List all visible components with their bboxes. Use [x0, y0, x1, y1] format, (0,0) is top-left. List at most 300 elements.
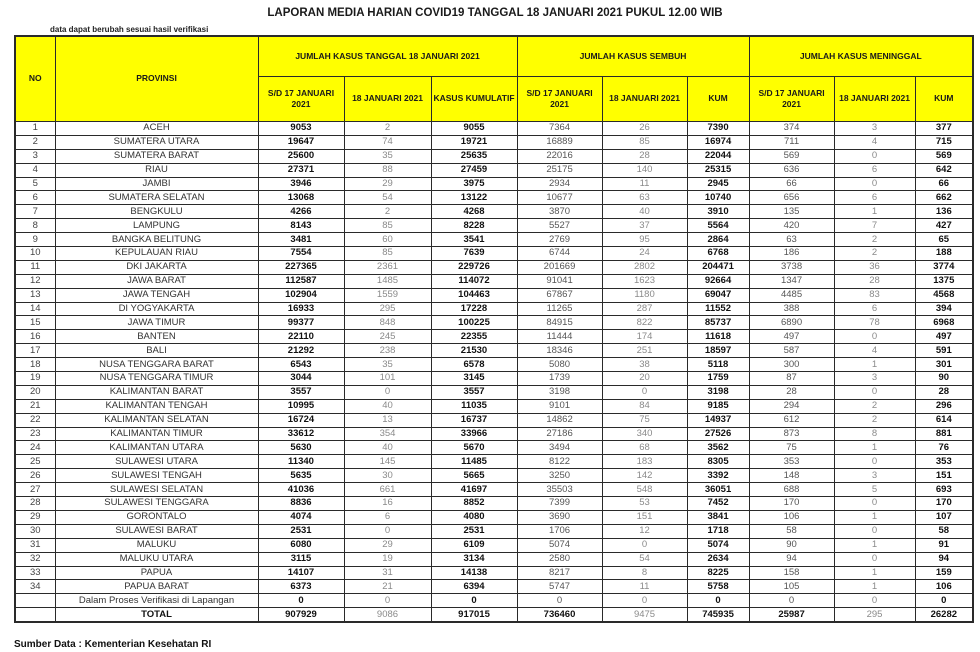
kasus-sd: 4266 — [258, 205, 344, 219]
province-name: PAPUA BARAT — [55, 580, 258, 594]
sembuh-kum: 8225 — [687, 566, 749, 580]
table-row — [15, 330, 973, 344]
meninggal-kum: 693 — [915, 483, 973, 497]
sembuh-sd: 91041 — [517, 274, 602, 288]
kasus-today: 2 — [344, 205, 431, 219]
sembuh-sd: 25175 — [517, 163, 602, 177]
sembuh-sd: 7399 — [517, 497, 602, 511]
sembuh-kum: 11618 — [687, 330, 749, 344]
kasus-today: 0 — [344, 385, 431, 399]
province-name: JAWA BARAT — [55, 274, 258, 288]
province-name: BANGKA BELITUNG — [55, 233, 258, 247]
row-number: 13 — [15, 288, 55, 302]
meninggal-kum: 76 — [915, 441, 973, 455]
sembuh-sd: 5527 — [517, 219, 602, 233]
sembuh-sd: 3870 — [517, 205, 602, 219]
kasus-today: 74 — [344, 135, 431, 149]
meninggal-today: 0 — [834, 177, 915, 191]
header-kasus-sd: S/D 17 JANUARI 2021 — [258, 77, 344, 122]
header-kasus-today: 18 JANUARI 2021 — [344, 77, 431, 122]
meninggal-kum: 6968 — [915, 316, 973, 330]
sembuh-today: 0 — [602, 594, 687, 608]
table-row — [15, 455, 973, 469]
header-sembuh-today: 18 JANUARI 2021 — [602, 77, 687, 122]
meninggal-sd: 94 — [749, 552, 834, 566]
sembuh-sd: 67867 — [517, 288, 602, 302]
meninggal-sd: 656 — [749, 191, 834, 205]
sembuh-today: 548 — [602, 483, 687, 497]
meninggal-today: 3 — [834, 469, 915, 483]
meninggal-sd: 497 — [749, 330, 834, 344]
sembuh-sd: 27186 — [517, 427, 602, 441]
province-name: NUSA TENGGARA TIMUR — [55, 372, 258, 386]
sembuh-kum: 5758 — [687, 580, 749, 594]
meninggal-kum: 106 — [915, 580, 973, 594]
sembuh-kum: 7452 — [687, 497, 749, 511]
table-row — [15, 372, 973, 386]
kasus-kum: 13122 — [431, 191, 517, 205]
meninggal-kum: 90 — [915, 372, 973, 386]
province-name: SULAWESI BARAT — [55, 524, 258, 538]
row-number: 28 — [15, 497, 55, 511]
meninggal-today: 1 — [834, 510, 915, 524]
table-row — [15, 594, 973, 608]
kasus-kum: 229726 — [431, 260, 517, 274]
meninggal-today: 0 — [834, 149, 915, 163]
meninggal-kum: 107 — [915, 510, 973, 524]
meninggal-kum: 301 — [915, 358, 973, 372]
meninggal-today: 0 — [834, 497, 915, 511]
sembuh-kum: 2945 — [687, 177, 749, 191]
row-number: 11 — [15, 260, 55, 274]
row-number: 21 — [15, 399, 55, 413]
kasus-kum: 11485 — [431, 455, 517, 469]
meninggal-kum: 427 — [915, 219, 973, 233]
kasus-sd: 10995 — [258, 399, 344, 413]
table-row — [15, 413, 973, 427]
row-number: 2 — [15, 135, 55, 149]
row-number: 5 — [15, 177, 55, 191]
province-name: RIAU — [55, 163, 258, 177]
sembuh-sd: 1739 — [517, 372, 602, 386]
table-row — [15, 358, 973, 372]
sembuh-today: 142 — [602, 469, 687, 483]
meninggal-kum: 296 — [915, 399, 973, 413]
sembuh-today: 12 — [602, 524, 687, 538]
sembuh-today: 68 — [602, 441, 687, 455]
meninggal-sd: 158 — [749, 566, 834, 580]
sembuh-sd: 6744 — [517, 247, 602, 261]
sembuh-kum: 3562 — [687, 441, 749, 455]
sembuh-sd: 1706 — [517, 524, 602, 538]
row-number: 17 — [15, 344, 55, 358]
meninggal-kum: 1375 — [915, 274, 973, 288]
sembuh-sd: 3250 — [517, 469, 602, 483]
meninggal-kum: 94 — [915, 552, 973, 566]
sembuh-kum: 10740 — [687, 191, 749, 205]
sembuh-kum: 3841 — [687, 510, 749, 524]
meninggal-kum: 3774 — [915, 260, 973, 274]
row-number: 4 — [15, 163, 55, 177]
meninggal-sd: 711 — [749, 135, 834, 149]
meninggal-kum: 662 — [915, 191, 973, 205]
meninggal-today: 1 — [834, 566, 915, 580]
table-row — [15, 441, 973, 455]
kasus-kum: 8228 — [431, 219, 517, 233]
row-number: 15 — [15, 316, 55, 330]
header-provinsi: PROVINSI — [55, 36, 258, 122]
meninggal-kum: 715 — [915, 135, 973, 149]
kasus-sd: 3557 — [258, 385, 344, 399]
row-number: 27 — [15, 483, 55, 497]
province-name: DKI JAKARTA — [55, 260, 258, 274]
row-number: 10 — [15, 247, 55, 261]
meninggal-sd: 587 — [749, 344, 834, 358]
kasus-sd: 7554 — [258, 247, 344, 261]
sembuh-kum: 14937 — [687, 413, 749, 427]
kasus-today: 40 — [344, 441, 431, 455]
kasus-sd: 8836 — [258, 497, 344, 511]
province-name: MALUKU UTARA — [55, 552, 258, 566]
sembuh-today: 38 — [602, 358, 687, 372]
meninggal-kum: 159 — [915, 566, 973, 580]
row-number: 33 — [15, 566, 55, 580]
kasus-sd: 16933 — [258, 302, 344, 316]
sembuh-sd: 201669 — [517, 260, 602, 274]
kasus-kum: 104463 — [431, 288, 517, 302]
meninggal-kum: 91 — [915, 538, 973, 552]
meninggal-kum: 188 — [915, 247, 973, 261]
kasus-today: 35 — [344, 149, 431, 163]
meninggal-sd: 106 — [749, 510, 834, 524]
province-name: KALIMANTAN TENGAH — [55, 399, 258, 413]
sembuh-kum: 3910 — [687, 205, 749, 219]
meninggal-sd: 58 — [749, 524, 834, 538]
row-number: 7 — [15, 205, 55, 219]
header-meninggal-kum: KUM — [915, 77, 973, 122]
header-meninggal-today: 18 JANUARI 2021 — [834, 77, 915, 122]
province-name: SULAWESI UTARA — [55, 455, 258, 469]
sembuh-today: 37 — [602, 219, 687, 233]
row-number: 14 — [15, 302, 55, 316]
sembuh-today: 63 — [602, 191, 687, 205]
sembuh-today: 0 — [602, 385, 687, 399]
kasus-kum: 6394 — [431, 580, 517, 594]
province-name: KALIMANTAN BARAT — [55, 385, 258, 399]
row-number: 9 — [15, 233, 55, 247]
meninggal-kum: 0 — [915, 594, 973, 608]
meninggal-sd: 6890 — [749, 316, 834, 330]
kasus-today: 54 — [344, 191, 431, 205]
kasus-sd: 33612 — [258, 427, 344, 441]
meninggal-today: 0 — [834, 385, 915, 399]
kasus-kum: 21530 — [431, 344, 517, 358]
province-name: JAWA TENGAH — [55, 288, 258, 302]
table-row — [15, 205, 973, 219]
sembuh-today: 174 — [602, 330, 687, 344]
kasus-kum: 14138 — [431, 566, 517, 580]
kasus-today: 245 — [344, 330, 431, 344]
table-row — [15, 302, 973, 316]
kasus-kum: 114072 — [431, 274, 517, 288]
sembuh-sd: 0 — [517, 594, 602, 608]
meninggal-sd: 569 — [749, 149, 834, 163]
province-name: KALIMANTAN SELATAN — [55, 413, 258, 427]
sembuh-sd: 22016 — [517, 149, 602, 163]
table-row — [15, 149, 973, 163]
sembuh-sd: 14862 — [517, 413, 602, 427]
kasus-sd: 27371 — [258, 163, 344, 177]
kasus-sd: 14107 — [258, 566, 344, 580]
meninggal-kum: 66 — [915, 177, 973, 191]
row-number: 26 — [15, 469, 55, 483]
meninggal-today: 6 — [834, 163, 915, 177]
header-group-meninggal: JUMLAH KASUS MENINGGAL — [749, 36, 973, 77]
kasus-sd: 6080 — [258, 538, 344, 552]
sembuh-today: 151 — [602, 510, 687, 524]
kasus-today: 88 — [344, 163, 431, 177]
row-number: 3 — [15, 149, 55, 163]
table-row — [15, 552, 973, 566]
sembuh-today: 8 — [602, 566, 687, 580]
meninggal-today: 1 — [834, 441, 915, 455]
sembuh-today: 84 — [602, 399, 687, 413]
kasus-today: 145 — [344, 455, 431, 469]
sembuh-kum: 8305 — [687, 455, 749, 469]
meninggal-sd: 66 — [749, 177, 834, 191]
kasus-sd: 2531 — [258, 524, 344, 538]
sembuh-today: 95 — [602, 233, 687, 247]
kasus-sd: 13068 — [258, 191, 344, 205]
meninggal-sd: 28 — [749, 385, 834, 399]
table-row — [15, 399, 973, 413]
sembuh-sd: 18346 — [517, 344, 602, 358]
meninggal-kum: 28 — [915, 385, 973, 399]
province-name: BENGKULU — [55, 205, 258, 219]
meninggal-kum: 170 — [915, 497, 973, 511]
table-row — [15, 260, 973, 274]
row-number — [15, 608, 55, 622]
header-meninggal-sd: S/D 17 JANUARI 2021 — [749, 77, 834, 122]
kasus-kum: 22355 — [431, 330, 517, 344]
kasus-kum: 3975 — [431, 177, 517, 191]
sembuh-today: 26 — [602, 122, 687, 136]
row-number: 30 — [15, 524, 55, 538]
table-row — [15, 483, 973, 497]
sembuh-sd: 10677 — [517, 191, 602, 205]
table-row — [15, 288, 973, 302]
meninggal-today: 78 — [834, 316, 915, 330]
kasus-today: 661 — [344, 483, 431, 497]
sembuh-kum: 25315 — [687, 163, 749, 177]
sembuh-today: 75 — [602, 413, 687, 427]
header-kasus-kum: KASUS KUMULATIF — [431, 77, 517, 122]
sembuh-sd: 5074 — [517, 538, 602, 552]
sembuh-today: 287 — [602, 302, 687, 316]
sembuh-kum: 3198 — [687, 385, 749, 399]
kasus-today: 19 — [344, 552, 431, 566]
row-number: 29 — [15, 510, 55, 524]
meninggal-sd: 25987 — [749, 608, 834, 622]
sembuh-sd: 5080 — [517, 358, 602, 372]
sembuh-today: 340 — [602, 427, 687, 441]
sembuh-today: 2802 — [602, 260, 687, 274]
table-row — [15, 469, 973, 483]
sembuh-kum: 1718 — [687, 524, 749, 538]
province-name: KALIMANTAN TIMUR — [55, 427, 258, 441]
kasus-sd: 5630 — [258, 441, 344, 455]
meninggal-today: 1 — [834, 538, 915, 552]
meninggal-today: 8 — [834, 427, 915, 441]
table-body — [15, 122, 973, 623]
kasus-kum: 5665 — [431, 469, 517, 483]
kasus-kum: 4080 — [431, 510, 517, 524]
sembuh-today: 0 — [602, 538, 687, 552]
meninggal-today: 36 — [834, 260, 915, 274]
sembuh-today: 183 — [602, 455, 687, 469]
sembuh-today: 11 — [602, 580, 687, 594]
kasus-sd: 0 — [258, 594, 344, 608]
sembuh-kum: 11552 — [687, 302, 749, 316]
row-number: 25 — [15, 455, 55, 469]
kasus-today: 29 — [344, 538, 431, 552]
meninggal-sd: 170 — [749, 497, 834, 511]
kasus-today: 85 — [344, 247, 431, 261]
kasus-kum: 41697 — [431, 483, 517, 497]
row-number: 19 — [15, 372, 55, 386]
sembuh-sd: 35503 — [517, 483, 602, 497]
kasus-today: 85 — [344, 219, 431, 233]
kasus-today: 354 — [344, 427, 431, 441]
meninggal-kum: 614 — [915, 413, 973, 427]
meninggal-sd: 75 — [749, 441, 834, 455]
row-number: 16 — [15, 330, 55, 344]
sembuh-today: 53 — [602, 497, 687, 511]
province-name: Dalam Proses Verifikasi di Lapangan — [55, 594, 258, 608]
row-number: 6 — [15, 191, 55, 205]
sembuh-today: 251 — [602, 344, 687, 358]
meninggal-today: 3 — [834, 122, 915, 136]
meninggal-kum: 497 — [915, 330, 973, 344]
kasus-today: 9086 — [344, 608, 431, 622]
row-number: 32 — [15, 552, 55, 566]
meninggal-kum: 136 — [915, 205, 973, 219]
sembuh-kum: 5564 — [687, 219, 749, 233]
kasus-sd: 22110 — [258, 330, 344, 344]
province-name: KALIMANTAN UTARA — [55, 441, 258, 455]
kasus-kum: 17228 — [431, 302, 517, 316]
row-number: 31 — [15, 538, 55, 552]
sembuh-kum: 69047 — [687, 288, 749, 302]
table-row — [15, 344, 973, 358]
province-name: GORONTALO — [55, 510, 258, 524]
kasus-kum: 3541 — [431, 233, 517, 247]
sembuh-today: 1180 — [602, 288, 687, 302]
kasus-sd: 16724 — [258, 413, 344, 427]
kasus-today: 40 — [344, 399, 431, 413]
meninggal-sd: 688 — [749, 483, 834, 497]
kasus-sd: 3946 — [258, 177, 344, 191]
meninggal-today: 5 — [834, 483, 915, 497]
table-row — [15, 510, 973, 524]
row-number: 34 — [15, 580, 55, 594]
kasus-sd: 41036 — [258, 483, 344, 497]
table-row — [15, 427, 973, 441]
kasus-kum: 4268 — [431, 205, 517, 219]
meninggal-kum: 26282 — [915, 608, 973, 622]
meninggal-today: 0 — [834, 524, 915, 538]
sembuh-today: 85 — [602, 135, 687, 149]
meninggal-sd: 388 — [749, 302, 834, 316]
table-row — [15, 274, 973, 288]
report-title: LAPORAN MEDIA HARIAN COVID19 TANGGAL 18 JANUARI 2021 PUKUL 12.00 WIB — [267, 7, 723, 19]
row-number: 8 — [15, 219, 55, 233]
kasus-kum: 33966 — [431, 427, 517, 441]
kasus-sd: 9053 — [258, 122, 344, 136]
row-number: 22 — [15, 413, 55, 427]
sembuh-kum: 1759 — [687, 372, 749, 386]
meninggal-sd: 1347 — [749, 274, 834, 288]
meninggal-today: 28 — [834, 274, 915, 288]
meninggal-today: 0 — [834, 455, 915, 469]
kasus-sd: 907929 — [258, 608, 344, 622]
meninggal-sd: 294 — [749, 399, 834, 413]
sembuh-today: 28 — [602, 149, 687, 163]
sembuh-kum: 0 — [687, 594, 749, 608]
meninggal-kum: 394 — [915, 302, 973, 316]
meninggal-today: 4 — [834, 344, 915, 358]
header-group-sembuh: JUMLAH KASUS SEMBUH — [517, 36, 749, 77]
sembuh-kum: 2864 — [687, 233, 749, 247]
meninggal-today: 0 — [834, 552, 915, 566]
meninggal-today: 83 — [834, 288, 915, 302]
sembuh-kum: 16974 — [687, 135, 749, 149]
data-source: Sumber Data : Kementerian Kesehatan RI — [14, 639, 212, 650]
kasus-kum: 917015 — [431, 608, 517, 622]
sembuh-today: 40 — [602, 205, 687, 219]
meninggal-today: 6 — [834, 302, 915, 316]
kasus-sd: 227365 — [258, 260, 344, 274]
sembuh-kum: 745935 — [687, 608, 749, 622]
table-row — [15, 316, 973, 330]
sembuh-sd: 11444 — [517, 330, 602, 344]
sembuh-sd: 3690 — [517, 510, 602, 524]
table-row — [15, 135, 973, 149]
kasus-today: 101 — [344, 372, 431, 386]
meninggal-today: 6 — [834, 191, 915, 205]
meninggal-kum: 353 — [915, 455, 973, 469]
header-sembuh-sd: S/D 17 JANUARI 2021 — [517, 77, 602, 122]
province-name: ACEH — [55, 122, 258, 136]
province-name: SUMATERA SELATAN — [55, 191, 258, 205]
sembuh-sd: 3198 — [517, 385, 602, 399]
sembuh-sd: 8217 — [517, 566, 602, 580]
province-name: JAMBI — [55, 177, 258, 191]
kasus-sd: 25600 — [258, 149, 344, 163]
header-sembuh-kum: KUM — [687, 77, 749, 122]
meninggal-kum: 58 — [915, 524, 973, 538]
row-number — [15, 594, 55, 608]
meninggal-sd: 3738 — [749, 260, 834, 274]
sembuh-kum: 18597 — [687, 344, 749, 358]
header-group-kasus: JUMLAH KASUS TANGGAL 18 JANUARI 2021 — [258, 36, 517, 77]
meninggal-sd: 186 — [749, 247, 834, 261]
province-name: KEPULAUAN RIAU — [55, 247, 258, 261]
meninggal-today: 0 — [834, 330, 915, 344]
table-row — [15, 177, 973, 191]
sembuh-kum: 7390 — [687, 122, 749, 136]
kasus-today: 0 — [344, 524, 431, 538]
